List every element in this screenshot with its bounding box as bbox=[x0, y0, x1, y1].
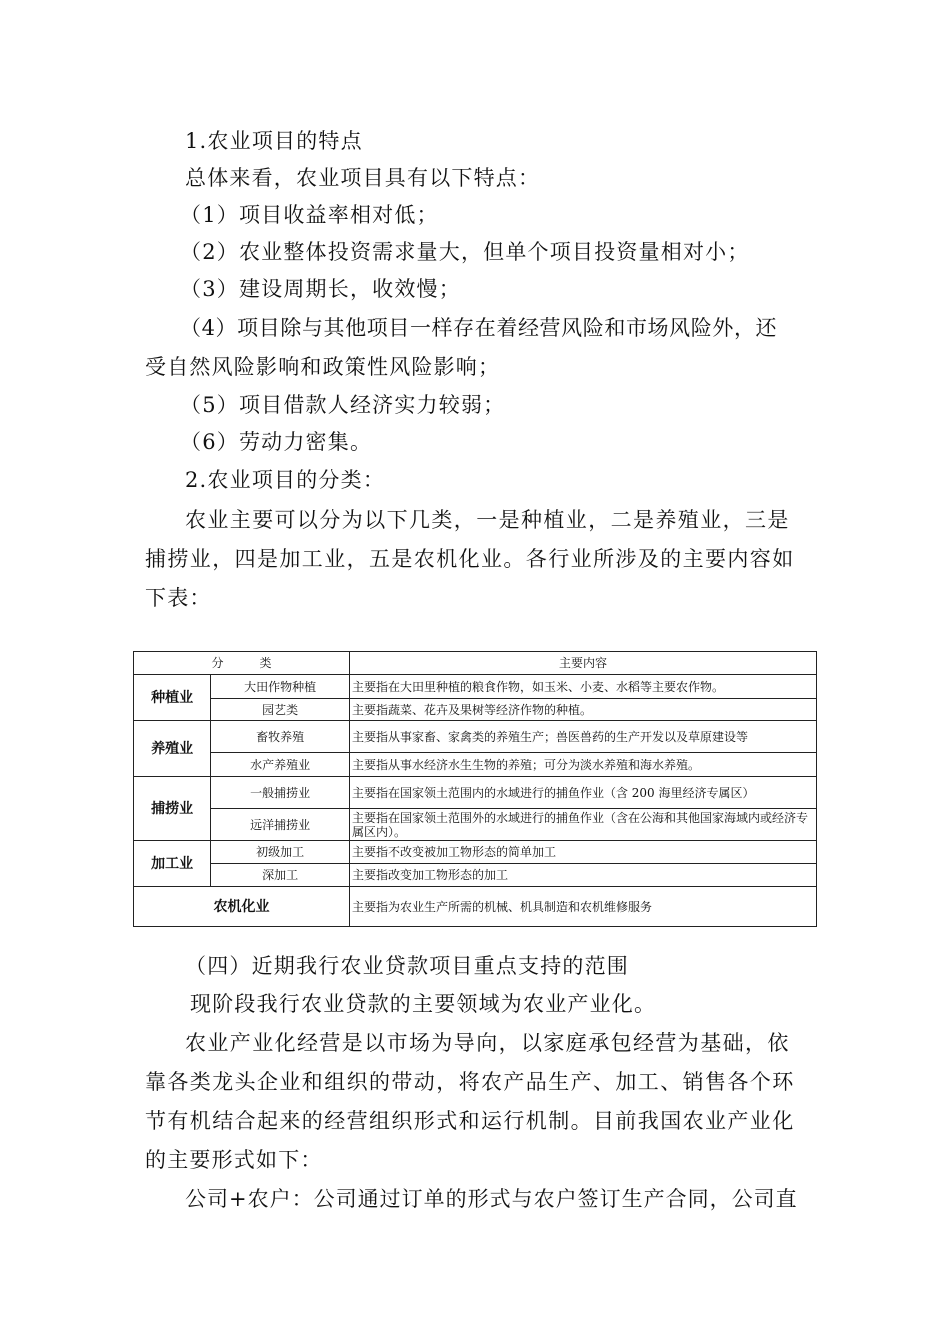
subcategory-cell: 水产养殖业 bbox=[211, 753, 350, 777]
table-header-category: 分 类 bbox=[134, 652, 350, 675]
subcategory-cell: 一般捕捞业 bbox=[211, 777, 350, 809]
list-item-continued: 受自然风险影响和政策性风险影响； bbox=[145, 355, 501, 379]
paragraph: 农业主要可以分为以下几类，一是种植业，二是养殖业，三是 bbox=[185, 508, 790, 532]
section-heading: （四）近期我行农业贷款项目重点支持的范围 bbox=[185, 954, 629, 978]
category-cell: 加工业 bbox=[134, 841, 211, 887]
list-item: （1）项目收益率相对低； bbox=[180, 203, 439, 227]
description-cell: 主要指蔬菜、花卉及果树等经济作物的种植。 bbox=[349, 699, 816, 721]
paragraph: 捕捞业，四是加工业，五是农机化业。各行业所涉及的主要内容如 bbox=[145, 547, 795, 571]
category-cell: 种植业 bbox=[134, 675, 211, 721]
paragraph: 下表： bbox=[145, 586, 212, 610]
subcategory-cell: 畜牧养殖 bbox=[211, 721, 350, 753]
classification-table bbox=[133, 651, 817, 927]
paragraph: 现阶段我行农业贷款的主要领域为农业产业化。 bbox=[190, 992, 657, 1016]
list-item: （5）项目借款人经济实力较弱； bbox=[180, 393, 506, 417]
subcategory-cell: 远洋捕捞业 bbox=[211, 809, 350, 841]
paragraph: 公司+农户：公司通过订单的形式与农户签订生产合同，公司直 bbox=[185, 1187, 798, 1211]
subcategory-cell: 深加工 bbox=[211, 864, 350, 887]
list-item: （3）建设周期长，收效慢； bbox=[180, 277, 461, 301]
description-cell: 主要指从事家畜、家禽类的养殖生产；兽医兽药的生产开发以及草原建设等 bbox=[349, 721, 816, 753]
subcategory-cell: 大田作物种植 bbox=[211, 675, 350, 699]
description-cell: 主要指在国家领土范围内的水域进行的捕鱼作业（含 200 海里经济专属区） bbox=[349, 777, 816, 809]
paragraph: 农业产业化经营是以市场为导向，以家庭承包经营为基础，依 bbox=[185, 1031, 790, 1055]
paragraph: 靠各类龙头企业和组织的带动，将农产品生产、加工、销售各个环 bbox=[145, 1070, 795, 1094]
list-item: （2）农业整体投资需求量大，但单个项目投资量相对小； bbox=[180, 240, 750, 264]
paragraph: 总体来看，农业项目具有以下特点： bbox=[185, 166, 541, 190]
heading-classification: 2.农业项目的分类： bbox=[185, 468, 386, 492]
list-item: （4）项目除与其他项目一样存在着经营风险和市场风险外，还 bbox=[180, 316, 778, 340]
table-header-content: 主要内容 bbox=[349, 652, 816, 675]
paragraph: 节有机结合起来的经营组织形式和运行机制。目前我国农业产业化 bbox=[145, 1109, 795, 1133]
subcategory-cell: 初级加工 bbox=[211, 841, 350, 864]
description-cell: 主要指改变加工物形态的加工 bbox=[349, 864, 816, 887]
heading-features: 1.农业项目的特点 bbox=[185, 129, 363, 153]
paragraph: 的主要形式如下： bbox=[145, 1148, 323, 1172]
description-cell: 主要指在大田里种植的粮食作物，如玉米、小麦、水稻等主要农作物。 bbox=[349, 675, 816, 699]
description-cell: 主要指不改变被加工物形态的简单加工 bbox=[349, 841, 816, 864]
subcategory-cell: 园艺类 bbox=[211, 699, 350, 721]
category-cell: 捕捞业 bbox=[134, 777, 211, 841]
description-cell: 主要指为农业生产所需的机械、机具制造和农机维修服务 bbox=[349, 887, 816, 927]
description-cell: 主要指从事水经济水生生物的养殖；可分为淡水养殖和海水养殖。 bbox=[349, 753, 816, 777]
category-cell: 农机化业 bbox=[134, 887, 350, 927]
category-cell: 养殖业 bbox=[134, 721, 211, 777]
description-cell: 主要指在国家领土范围外的水域进行的捕鱼作业（含在公海和其他国家海域内或经济专属区内）。 bbox=[349, 809, 816, 841]
list-item: （6）劳动力密集。 bbox=[180, 430, 373, 454]
